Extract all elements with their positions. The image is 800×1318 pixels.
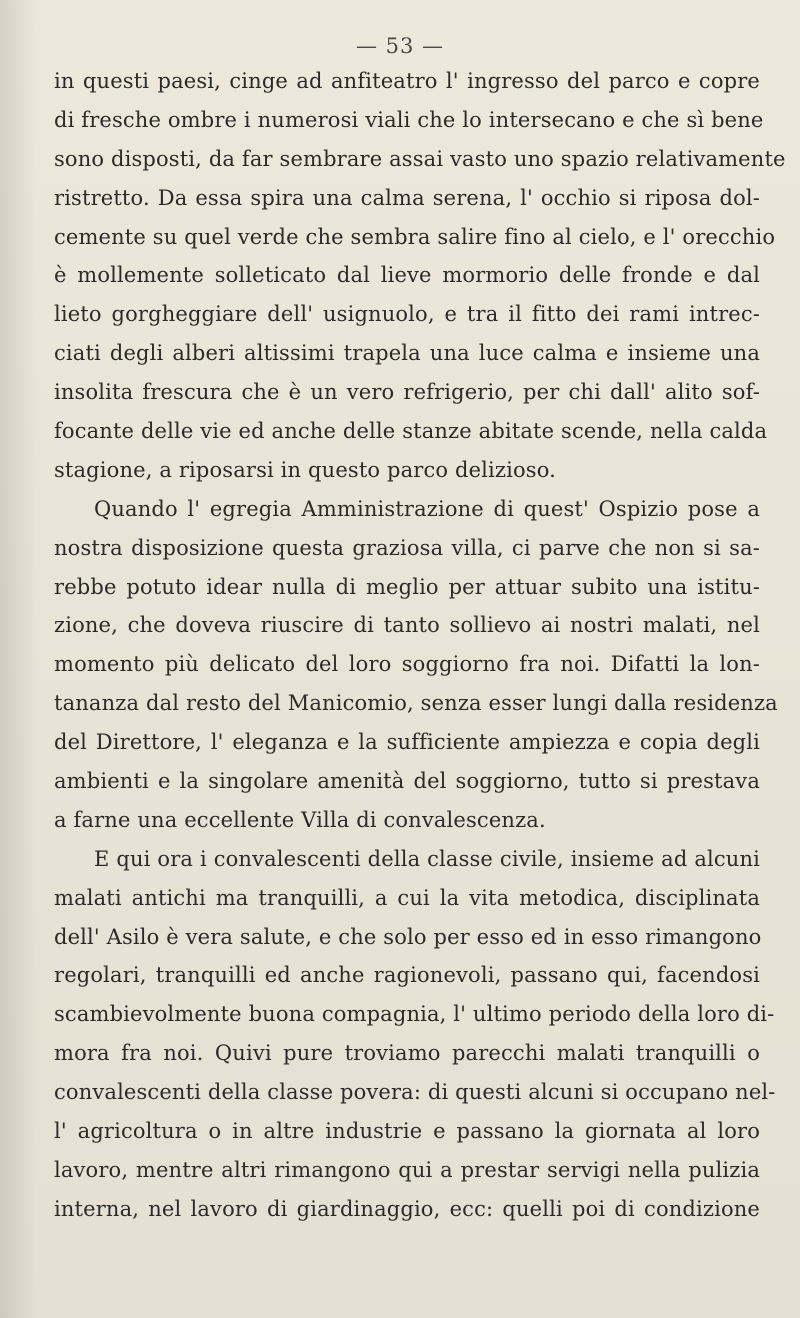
text-line: nostra disposizione questa graziosa villa, ci parve che non si sa- (54, 535, 760, 560)
page-number: — 53 — (355, 34, 445, 58)
text-line: ciati degli alberi altissimi trapela una luce calma e insieme una (54, 341, 760, 366)
text-line: ambienti e la singolare amenità del soggiorno, tutto si prestava (54, 769, 760, 794)
text-line: sono disposti, da far sembrare assai vasto uno spazio relativamente (54, 146, 786, 171)
text-line: dell' Asilo è vera salute, e che solo per esso ed in esso rimangono (54, 924, 762, 949)
text-line: regolari, tranquilli ed anche ragionevoli, passano qui, facendosi (54, 963, 760, 988)
text-line: è mollemente solleticato dal lieve mormorio delle fronde e dal (54, 263, 760, 288)
text-line: convalescenti della classe povera: di questi alcuni si occupano nel- (54, 1080, 776, 1105)
text-line: cemente su quel verde che sembra salire fino al cielo, e l' orecchio (54, 224, 776, 249)
text-line: malati antichi ma tranquilli, a cui la vita metodica, disciplinata (54, 885, 760, 910)
paragraph-first-line: Quando l' egregia Amministrazione di quest' Ospizio pose a (94, 496, 760, 521)
text-line: interna, nel lavoro di giardinaggio, ecc: quelli poi di condizione (54, 1196, 760, 1221)
text-line: l' agricoltura o in altre industrie e passano la giornata al loro (54, 1119, 760, 1144)
text-line: mora fra noi. Quivi pure troviamo parecchi malati tranquilli o (54, 1041, 760, 1066)
text-line: focante delle vie ed anche delle stanze abitate scende, nella calda (54, 419, 768, 444)
text-line: rebbe potuto idear nulla di meglio per attuar subito una istitu- (54, 574, 760, 599)
text-line: di fresche ombre i numerosi viali che lo intersecano e che sì bene (54, 107, 764, 132)
text-line: a farne una eccellente Villa di convalescenza. (54, 807, 546, 832)
body-text (54, 62, 786, 1229)
text-line: scambievolmente buona compagnia, l' ultimo periodo della loro di- (54, 1002, 775, 1027)
text-line: tananza dal resto del Manicomio, senza esser lungi dalla residenza (54, 691, 778, 716)
text-line: ristretto. Da essa spira una calma serena, l' occhio si riposa dol- (54, 185, 760, 210)
text-line: in questi paesi, cinge ad anfiteatro l' ingresso del parco e copre (54, 69, 760, 93)
text-line: momento più delicato del loro soggiorno fra noi. Difatti la lon- (54, 652, 760, 677)
text-line: insolita frescura che è un vero refrigerio, per chi dall' alito sof- (54, 380, 760, 405)
text-line: zione, che doveva riuscire di tanto sollievo ai nostri malati, nel (54, 613, 760, 638)
text-line: lieto gorgheggiare dell' usignuolo, e tra il fitto dei rami intrec- (54, 302, 760, 327)
text-line: stagione, a riposarsi in questo parco delizioso. (54, 457, 556, 482)
text-line: del Direttore, l' eleganza e la sufficiente ampiezza e copia degli (54, 730, 760, 755)
paragraph-first-line: E qui ora i convalescenti della classe civile, insieme ad alcuni (94, 846, 760, 871)
text-line: lavoro, mentre altri rimangono qui a prestar servigi nella pulizia (54, 1157, 760, 1182)
